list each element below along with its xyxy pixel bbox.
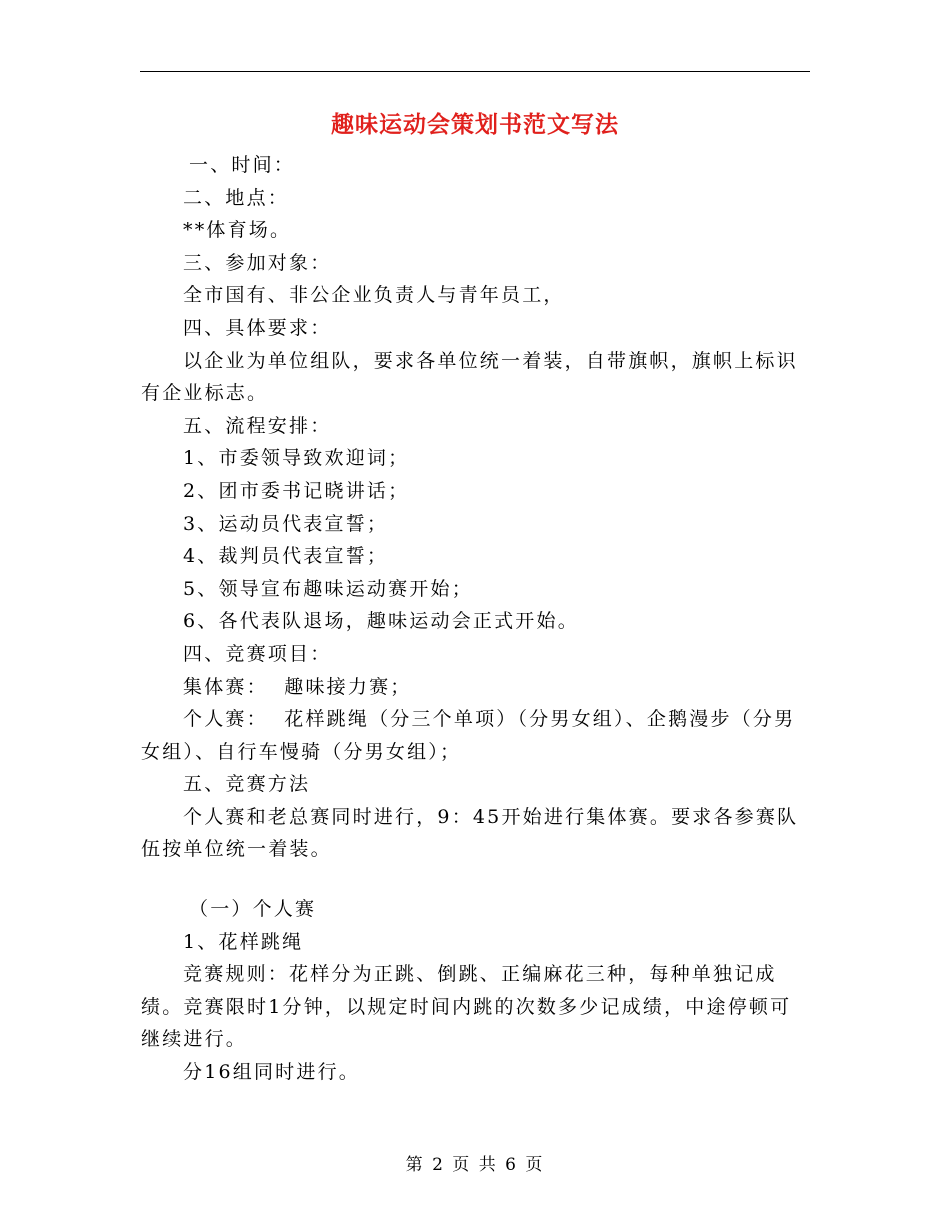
paragraph-schedule-item-3: 3、运动员代表宣誓；	[183, 512, 389, 535]
paragraph-schedule-heading: 五、流程安排：	[183, 414, 332, 437]
paragraph-venue: **体育场。	[183, 219, 292, 242]
header-rule	[140, 71, 810, 72]
blank-line	[141, 866, 811, 893]
paragraph-location: 二、地点：	[183, 186, 290, 209]
paragraph-jump-rope-heading: 1、花样跳绳	[183, 930, 304, 953]
document-title: 趣味运动会策划书范文写法	[331, 111, 619, 138]
paragraph-individual-heading: （一）个人赛	[189, 898, 317, 921]
page-number: 第 2 页 共 6 页	[405, 1155, 545, 1175]
paragraph-groups: 分16组同时进行。	[183, 1061, 360, 1084]
document-body	[141, 149, 811, 1089]
paragraph-events-heading: 四、竞赛项目：	[183, 642, 332, 665]
paragraph-methods-heading: 五、竞赛方法	[183, 773, 311, 796]
paragraph-schedule-item-2: 2、团市委书记晓讲话；	[183, 479, 410, 502]
paragraph-team-event: 集体赛： 趣味接力赛；	[183, 675, 412, 698]
paragraph-schedule-item-5: 5、领导宣布趣味运动赛开始；	[183, 577, 473, 600]
paragraph-schedule-item-6: 6、各代表队退场，趣味运动会正式开始。	[183, 610, 579, 633]
paragraph-individual-event: 个人赛： 花样跳绳（分三个单项）（分男女组）、企鹅漫步（分男女组）、自行车慢骑（分男女组）；	[141, 708, 796, 763]
paragraph-participants: 全市国有、非公企业负责人与青年员工，	[183, 284, 565, 307]
paragraph-participants-heading: 三、参加对象：	[183, 251, 332, 274]
paragraph-requirements: 以企业为单位组队，要求各单位统一着装，自带旗帜，旗帜上标识有企业标志。	[141, 349, 798, 405]
paragraph-requirements-heading: 四、具体要求：	[183, 316, 332, 339]
paragraph-schedule-item-1: 1、市委领导致欢迎词；	[183, 447, 410, 470]
paragraph-time: 一、时间：	[189, 154, 296, 176]
paragraph-schedule-item-4: 4、裁判员代表宣誓；	[183, 545, 389, 568]
paragraph-methods: 个人赛和老总赛同时进行，9：45开始进行集体赛。要求各参赛队伍按单位统一着装。	[141, 805, 799, 861]
paragraph-jump-rope-rules: 竞赛规则：花样分为正跳、倒跳、正编麻花三种，每种单独记成绩。竞赛限时1分钟，以规定时间内跳的次数多少记成绩，中途停顿可继续进行。	[141, 963, 792, 1051]
